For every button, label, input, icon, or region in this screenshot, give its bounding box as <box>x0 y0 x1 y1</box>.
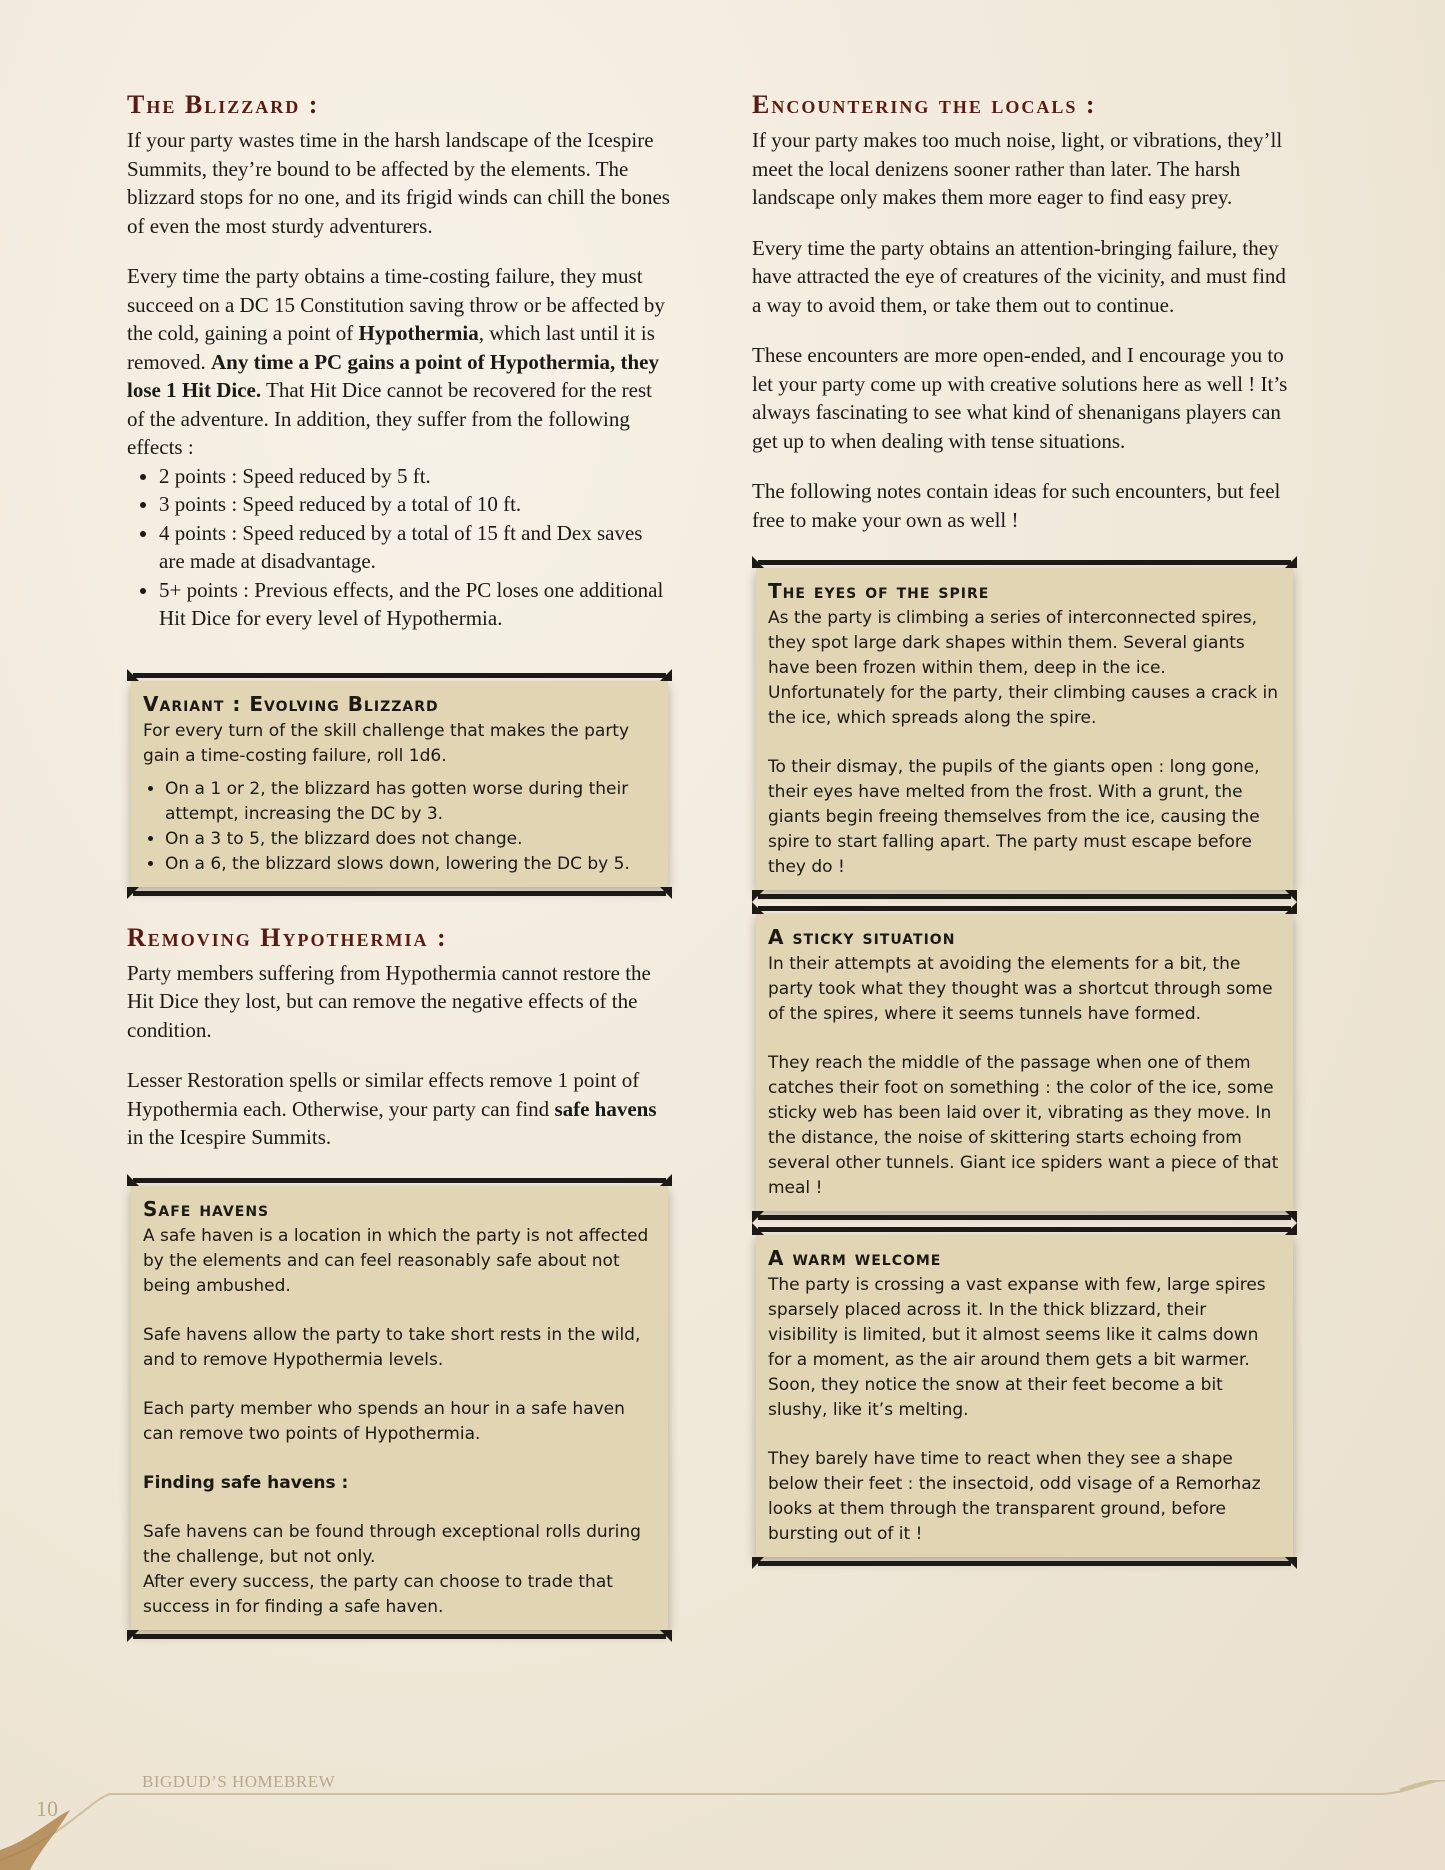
sidebar-bottom-bar <box>752 1211 1297 1223</box>
sidebar-title: Variant : Evolving Blizzard <box>143 691 439 716</box>
sidebar-text: They barely have time to react when they see a shape below their feet : the insectoid, odd visage of a Remorhaz looks at them through the transparent ground, before bursting out of it ! <box>768 1449 1261 1544</box>
variant-sidebar <box>127 669 672 899</box>
left-column <box>127 88 672 1664</box>
safe-havens-sidebar <box>127 1174 672 1642</box>
sidebar-title: The eyes of the spire <box>768 579 990 603</box>
section-title-locals: Encountering the locals : <box>752 90 1097 119</box>
list-item: • 2 points : Speed reduced by 5 ft. <box>159 462 672 491</box>
locals-paragraph-2: Every time the party obtains an attention-bringing failure, they have attracted the eye of creatures of the vicinity, and must find a way to avoid them, or take them out to continue. <box>752 235 1286 317</box>
sidebar-text: A safe haven is a location in which the party is not affected by the elements and can feel reasonably safe about not being ambushed. <box>143 1225 649 1296</box>
list-item: • On a 3 to 5, the blizzard does not change. <box>165 827 656 852</box>
safe-havens-term: safe havens <box>554 1096 657 1121</box>
sidebar-text: As the party is climbing a series of interconnected spires, they spot large dark shapes within them. Several giants have been frozen within them, deep in the ice. Unfortunately for the party, their climbing causes a crack in the ice, which spreads along the spire. <box>768 608 1278 728</box>
sidebar-title: Safe havens <box>143 1196 270 1221</box>
section-title-blizzard: The Blizzard : <box>127 90 320 119</box>
section-title-removing: Removing Hypothermia : <box>127 922 448 952</box>
sidebar-subheading: Finding safe havens : <box>143 1472 349 1493</box>
blizzard-paragraph-2: Every time the party obtains a time-costing failure, they must succeed on a DC 15 Constitution saving throw or be affected by the cold, gaining a point of Hypothermia, which last until it is removed. Any time a PC gains a point of Hypothermia, they lose 1 Hit Dice. That Hit Dice cannot be recovered for the rest of the adventure. In addition, they suffer from the following effects : <box>127 264 665 459</box>
sidebar-text: Safe havens allow the party to take short rests in the wild, and to remove Hypothermia levels. <box>143 1324 641 1370</box>
sidebar-panel <box>756 914 1293 1211</box>
sidebar-top-bar <box>752 556 1297 568</box>
right-column <box>752 88 1297 1591</box>
sidebar-text: Each party member who spends an hour in a safe haven can remove two points of Hypothermia. <box>143 1398 625 1444</box>
sidebar-text: They reach the middle of the passage when one of them catches their foot on something : the color of the ice, some sticky web has been laid over it, vibrating as they move. In the distance, the noise of skittering starts echoing from several other tunnels. Giant ice spiders want a piece of that meal ! <box>768 1053 1279 1198</box>
sidebar-text: The party is crossing a vast expanse with few, large spires sparsely placed across it. In the thick blizzard, their visibility is limited, but it almost seems like it calms down for a moment, as the air around them gets a bit warmer. Soon, they notice the snow at their feet become a bit slushy, like it’s melting. <box>768 1275 1266 1420</box>
blizzard-paragraph-1: If your party wastes time in the harsh landscape of the Icespire Summits, they’re bound to be affected by the elements. The blizzard stops for no one, and its frigid winds can chill the bones of even the most sturdy adventurers. <box>127 128 670 238</box>
hypothermia-term: Hypothermia <box>358 321 479 345</box>
locals-paragraph-4: The following notes contain ideas for such encounters, but feel free to make your own as well ! <box>752 479 1281 532</box>
sticky-sidebar <box>752 902 1297 1223</box>
page-number: 10 <box>36 1796 58 1821</box>
sidebar-panel <box>131 681 668 887</box>
removing-paragraph-2: Lesser Restoration spells or similar effects remove 1 point of Hypothermia each. Otherwise, your party can find safe havens in the Icespire Summits. <box>127 1068 657 1149</box>
sidebar-panel <box>131 1186 668 1630</box>
sidebar-bottom-bar <box>127 1630 672 1642</box>
locals-paragraph-3: These encounters are more open-ended, and I encourage you to let your party come up with creative solutions here as well ! It’s always fascinating to see what kind of shenanigans players can get up to when dealing with tense situations. <box>752 343 1288 453</box>
sidebar-text: For every turn of the skill challenge that makes the party gain a time-costing failure, roll 1d6. <box>143 720 630 766</box>
sidebar-bottom-bar <box>752 1557 1297 1569</box>
sidebar-title: A sticky situation <box>768 925 956 949</box>
removing-paragraph-1: Party members suffering from Hypothermia cannot restore the Hit Dice they lost, but can remove the negative effects of the condition. <box>127 960 651 1042</box>
sidebar-title: A warm welcome <box>768 1246 942 1270</box>
sidebar-bottom-bar <box>752 890 1297 902</box>
sidebar-top-bar <box>127 1174 672 1186</box>
sidebar-text: In their attempts at avoiding the elements for a bit, the party took what they thought was a shortcut through some of the spires, where it seems tunnels have formed. <box>768 954 1273 1024</box>
list-item: • 5+ points : Previous effects, and the PC loses one additional Hit Dice for every level of Hypothermia. <box>159 576 672 633</box>
list-item: • 4 points : Speed reduced by a total of 15 ft and Dex saves are made at disadvantage. <box>159 519 672 576</box>
sidebar-panel <box>756 1235 1293 1557</box>
sidebar-top-bar <box>127 669 672 681</box>
list-item: • On a 6, the blizzard slows down, lowering the DC by 5. <box>165 852 656 877</box>
sidebar-panel <box>756 568 1293 890</box>
eyes-sidebar <box>752 556 1297 902</box>
footer-ornament <box>0 1780 1445 1870</box>
sidebar-text: Safe havens can be found through exceptional rolls during the challenge, but not only. After every success, the party can choose to trade that success in for finding a safe haven. <box>143 1521 641 1617</box>
locals-paragraph-1: If your party makes too much noise, light, or vibrations, they’ll meet the local denizens sooner rather than later. The harsh landscape only makes them more eager to find easy prey. <box>752 128 1283 209</box>
list-item: • On a 1 or 2, the blizzard has gotten worse during their attempt, increasing the DC by 3. <box>165 777 656 827</box>
hypothermia-effects-list <box>127 462 672 633</box>
hit-dice-rule: Any time a PC gains a point of Hypothermia, they lose 1 Hit Dice. <box>127 349 659 402</box>
sidebar-top-bar <box>752 1223 1297 1235</box>
footer-label: BIGDUD’S HOMEBREW <box>142 1772 336 1791</box>
list-item: • 3 points : Speed reduced by a total of 10 ft. <box>159 490 672 519</box>
sidebar-text: To their dismay, the pupils of the giants open : long gone, their eyes have melted from the frost. With a grunt, the giants begin freeing themselves from the ice, causing the spire to start falling apart. The party must escape before they do ! <box>768 757 1260 877</box>
warm-sidebar <box>752 1223 1297 1569</box>
variant-list <box>143 777 656 877</box>
sidebar-bottom-bar <box>127 887 672 899</box>
sidebar-top-bar <box>752 902 1297 914</box>
